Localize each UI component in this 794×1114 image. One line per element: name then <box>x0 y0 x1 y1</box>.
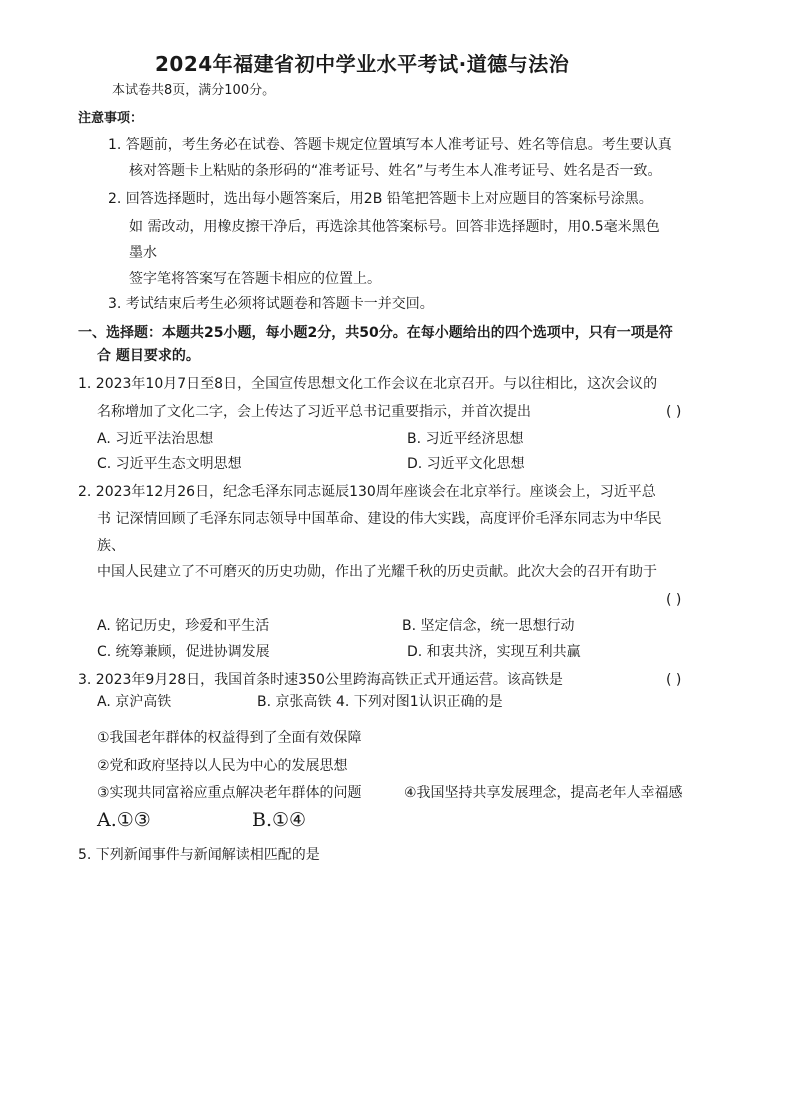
question-4-option-b: B.①④ <box>252 809 307 831</box>
notice-item-1: 1. 答题前，考生务必在试卷、答题卡规定位置填写本人准考证号、姓名等信息。考生要认真 <box>108 137 672 153</box>
question-1-answer-blank: ( ) <box>666 404 682 420</box>
question-1-option-c: C. 习近平生态文明思想 <box>97 456 242 472</box>
section-heading-cont: 合 题目要求的。 <box>97 348 200 364</box>
question-1-stem: 1. 2023年10月7日至8日，全国宣传思想文化工作会议在北京召开。与以往相比，这次会议的 <box>78 376 658 392</box>
question-2-stem-cont: 书 记深情回顾了毛泽东同志领导中国革命、建设的伟大实践，高度评价毛泽东同志为中华民 <box>97 511 662 527</box>
notice-item-2-cont3: 签字笔将答案写在答题卡相应的位置上。 <box>129 271 381 287</box>
question-2-option-d: D. 和衷共济，实现互利共赢 <box>407 644 581 660</box>
section-heading: 一、选择题：本题共25小题，每小题2分，共50分。在每小题给出的四个选项中，只有一项是符 <box>78 325 673 341</box>
notice-heading: 注意事项： <box>78 111 144 126</box>
question-2-option-c: C. 统筹兼顾，促进协调发展 <box>97 644 270 660</box>
page-subtitle: 本试卷共8页，满分100分。 <box>112 83 276 98</box>
question-2-stem-cont2: 族、 <box>97 538 125 554</box>
question-3-option-a: A. 京沪高铁 <box>97 694 172 710</box>
question-4-statement-2: ②党和政府坚持以人民为中心的发展思想 <box>97 758 348 774</box>
question-5-stem: 5. 下列新闻事件与新闻解读相匹配的是 <box>78 847 320 863</box>
question-3-stem: 3. 2023年9月28日，我国首条时速350公里跨海高铁正式开通运营。该高铁是 <box>78 672 563 688</box>
question-3-answer-blank: ( ) <box>666 672 682 688</box>
notice-item-2-cont: 如 需改动，用橡皮擦干净后，再选涂其他答案标号。回答非选择题时，用0.5毫米黑色 <box>129 219 660 235</box>
question-2-stem: 2. 2023年12月26日，纪念毛泽东同志诞辰130周年座谈会在北京举行。座谈会上，习近平总 <box>78 484 656 500</box>
question-4-statement-4: ④我国坚持共享发展理念，提高老年人幸福感 <box>404 785 683 801</box>
notice-item-2: 2. 回答选择题时，选出每小题答案后，用2B 铅笔把答题卡上对应题目的答案标号涂黑。 <box>108 191 653 207</box>
question-2-answer-blank: ( ) <box>666 592 682 608</box>
notice-item-1-cont: 核对答题卡上粘贴的条形码的“准考证号、姓名”与考生本人准考证号、姓名是否一致。 <box>129 163 662 179</box>
question-4-statement-1: ①我国老年群体的权益得到了全面有效保障 <box>97 730 362 746</box>
question-1-option-b: B. 习近平经济思想 <box>407 431 524 447</box>
page-title: 2024年福建省初中学业水平考试·道德与法治 <box>155 52 570 76</box>
question-1-stem-cont: 名称增加了文化二字，会上传达了习近平总书记重要指示，并首次提出 <box>97 404 531 420</box>
question-4-option-a: A.①③ <box>97 809 151 831</box>
question-1-option-a: A. 习近平法治思想 <box>97 431 214 447</box>
notice-item-3: 3. 考试结束后考生必须将试题卷和答题卡一并交回。 <box>108 296 434 312</box>
question-3-option-b-and-question-4-stem: B. 京张高铁 4. 下列对图1认识正确的是 <box>257 694 503 710</box>
question-2-option-a: A. 铭记历史，珍爱和平生活 <box>97 618 270 634</box>
question-1-option-d: D. 习近平文化思想 <box>407 456 525 472</box>
question-4-statement-3: ③实现共同富裕应重点解决老年群体的问题 <box>97 785 362 801</box>
question-2-stem-cont3: 中国人民建立了不可磨灭的历史功勋，作出了光耀千秋的历史贡献。此次大会的召开有助于 <box>97 564 657 580</box>
question-2-option-b: B. 坚定信念，统一思想行动 <box>402 618 575 634</box>
notice-item-2-cont2: 墨水 <box>129 245 157 261</box>
